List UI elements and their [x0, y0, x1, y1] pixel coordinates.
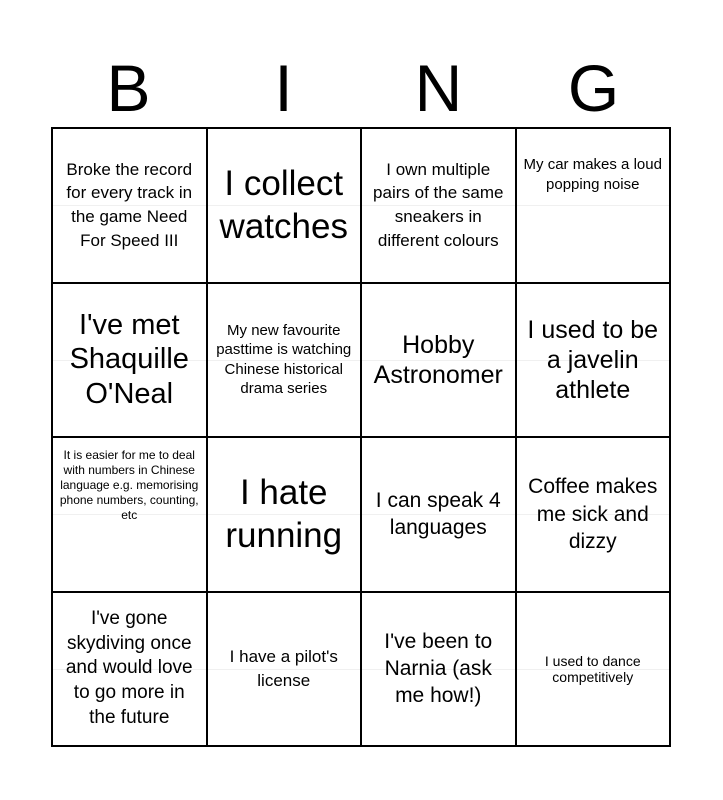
- bingo-cell[interactable]: [361, 437, 516, 592]
- bingo-cell[interactable]: [516, 283, 671, 438]
- bingo-cell[interactable]: [207, 592, 362, 747]
- title-letter-n: N: [414, 51, 463, 125]
- bingo-cell[interactable]: [361, 592, 516, 747]
- bingo-title: [51, 52, 671, 124]
- bingo-cell[interactable]: [207, 283, 362, 438]
- bingo-cell[interactable]: [52, 128, 207, 283]
- bingo-cell[interactable]: [361, 283, 516, 438]
- cell-text: I've been to Narnia (ask me how!): [384, 629, 493, 708]
- title-letter-g: G: [567, 51, 620, 125]
- cell-text: I've met Shaquille O'Neal: [69, 308, 189, 411]
- cell-text: I collect watches: [219, 163, 348, 247]
- bingo-cell[interactable]: [52, 283, 207, 438]
- cell-rule: [517, 205, 670, 206]
- bingo-cell[interactable]: [207, 437, 362, 592]
- cell-text: My car makes a loud popping noise: [523, 156, 662, 193]
- cell-text: It is easier for me to deal with numbers in Chinese language e.g. memorising phone numbers, counting, etc: [59, 448, 199, 522]
- bingo-cell[interactable]: [52, 592, 207, 747]
- title-letter-i: I: [274, 51, 293, 125]
- cell-text: I used to dance competitively: [544, 652, 641, 686]
- cell-text: Broke the record for every track in the game Need For Speed III: [66, 159, 193, 251]
- bingo-cell[interactable]: [361, 128, 516, 283]
- cell-text: Hobby Astronomer: [373, 330, 503, 389]
- bingo-cell[interactable]: [516, 437, 671, 592]
- bingo-cell[interactable]: [207, 128, 362, 283]
- cell-text: Coffee makes me sick and dizzy: [528, 475, 658, 553]
- cell-text: I've gone skydiving once and would love to go more in the future: [65, 608, 193, 728]
- bingo-cell[interactable]: [52, 437, 207, 592]
- cell-text: I own multiple pairs of the same sneakers in different colours: [373, 159, 504, 251]
- bingo-cell[interactable]: [516, 592, 671, 747]
- cell-text: My new favourite pasttime is watching Chinese historical drama series: [216, 321, 352, 398]
- title-letter-b: B: [106, 51, 151, 125]
- cell-text: I hate running: [225, 472, 343, 556]
- bingo-cell[interactable]: [516, 128, 671, 283]
- cell-text: I can speak 4 languages: [375, 488, 501, 540]
- cell-text: I have a pilot's license: [229, 646, 338, 690]
- bingo-board: [51, 127, 671, 747]
- cell-text: I used to be a javelin athlete: [527, 315, 659, 404]
